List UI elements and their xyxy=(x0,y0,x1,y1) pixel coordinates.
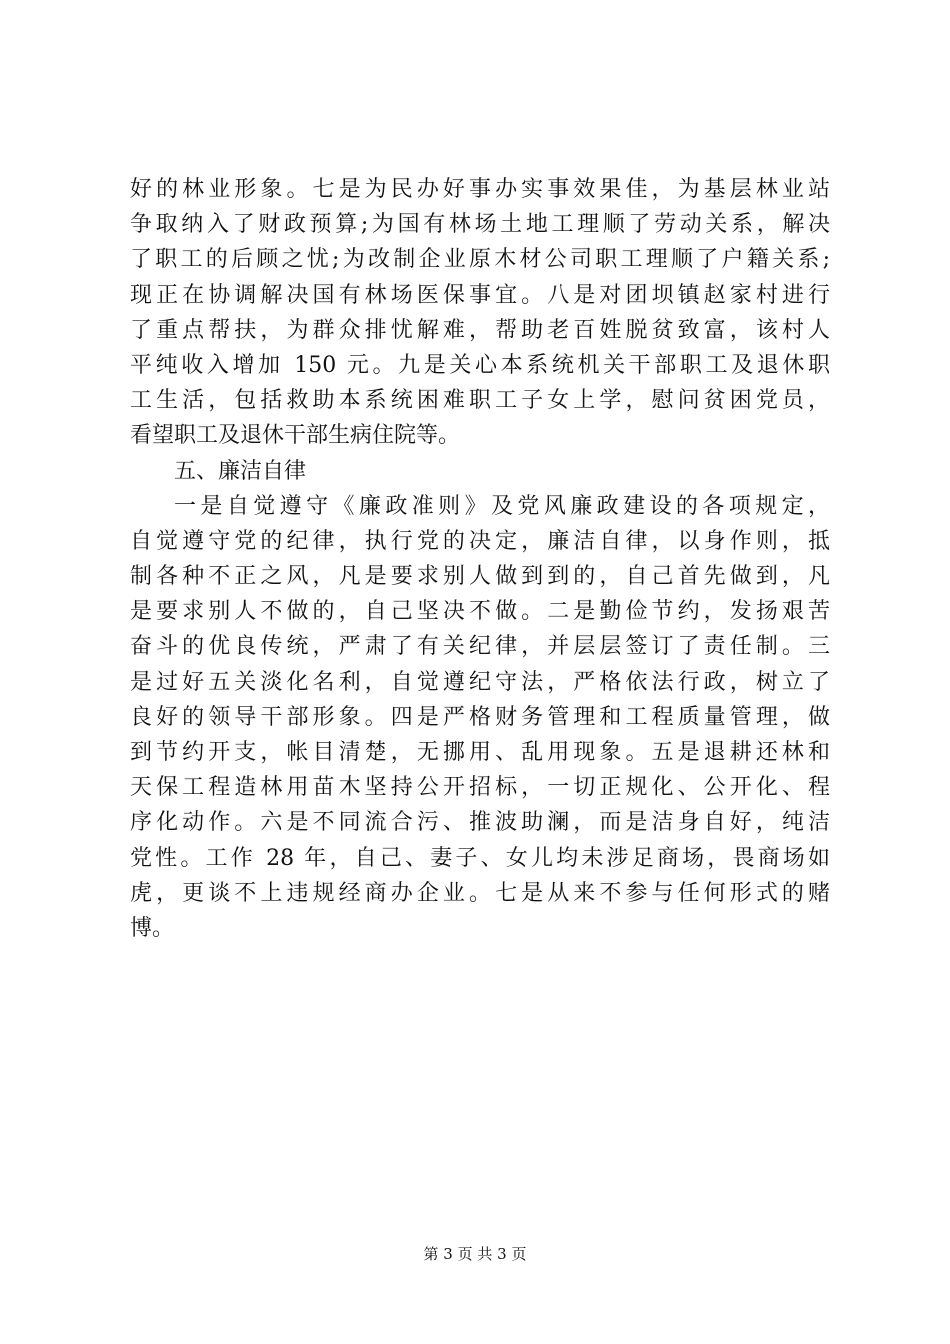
document-body xyxy=(130,172,830,946)
text-line: 争取纳入了财政预算;为国有林场土地工理顺了劳动关系，解决 xyxy=(130,212,830,238)
text-line: 了职工的后顾之忧;为改制企业原木材公司职工理顺了户籍关系; xyxy=(130,247,830,273)
text-line: 一是自觉遵守《廉政准则》及党风廉政建设的各项规定， xyxy=(174,493,830,519)
text-line: 奋斗的优良传统，严肃了有关纪律，并层层签订了责任制。三 xyxy=(130,634,830,660)
text-line: 是要求别人不做的，自己坚决不做。二是勤俭节约，发扬艰苦 xyxy=(130,599,830,625)
section-heading: 五、廉洁自律 xyxy=(174,458,307,484)
text-line: 良好的领导干部形象。四是严格财务管理和工程质量管理，做 xyxy=(130,704,830,730)
text-line: 虎，更谈不上违规经商办企业。七是从来不参与任何形式的赌 xyxy=(130,880,830,906)
text-line: 到节约开支，帐目清楚，无挪用、乱用现象。五是退耕还林和 xyxy=(130,740,830,765)
text-line: 制各种不正之风，凡是要求别人做到到的，自己首先做到，凡 xyxy=(130,564,830,590)
text-line: 工生活，包括救助本系统困难职工子女上学，慰问贫困党员， xyxy=(130,388,830,414)
text-line: 好的林业形象。七是为民办好事办实事效果佳，为基层林业站 xyxy=(130,177,830,202)
text-line: 看望职工及退休干部生病住院等。 xyxy=(130,423,461,449)
text-line: 现正在协调解决国有林场医保事宜。八是对团坝镇赵家村进行 xyxy=(130,282,830,308)
page-number-footer: 第 3 页 共 3 页 xyxy=(423,1245,527,1263)
text-line: 自觉遵守党的纪律，执行党的决定，廉洁自律，以身作则，抵 xyxy=(130,528,830,554)
paragraph-integrity xyxy=(130,489,830,946)
text-line: 了重点帮扶，为群众排忧解难，帮助老百姓脱贫致富，该村人 xyxy=(130,317,830,343)
text-line: 序化动作。六是不同流合污、推波助澜，而是洁身自好，纯洁 xyxy=(130,810,830,836)
text-line: 平纯收入增加 150 元。九是关心本系统机关干部职工及退休职 xyxy=(130,352,830,378)
text-line: 党性。工作 28 年，自己、妻子、女儿均未涉足商场，畏商场如 xyxy=(130,845,830,871)
text-line: 是过好五关淡化名利，自觉遵纪守法，严格依法行政，树立了 xyxy=(130,669,830,695)
paragraph-welfare xyxy=(130,172,830,454)
text-line: 天保工程造林用苗木坚持公开招标，一切正规化、公开化、程 xyxy=(130,775,830,801)
text-line: 博。 xyxy=(130,915,175,941)
